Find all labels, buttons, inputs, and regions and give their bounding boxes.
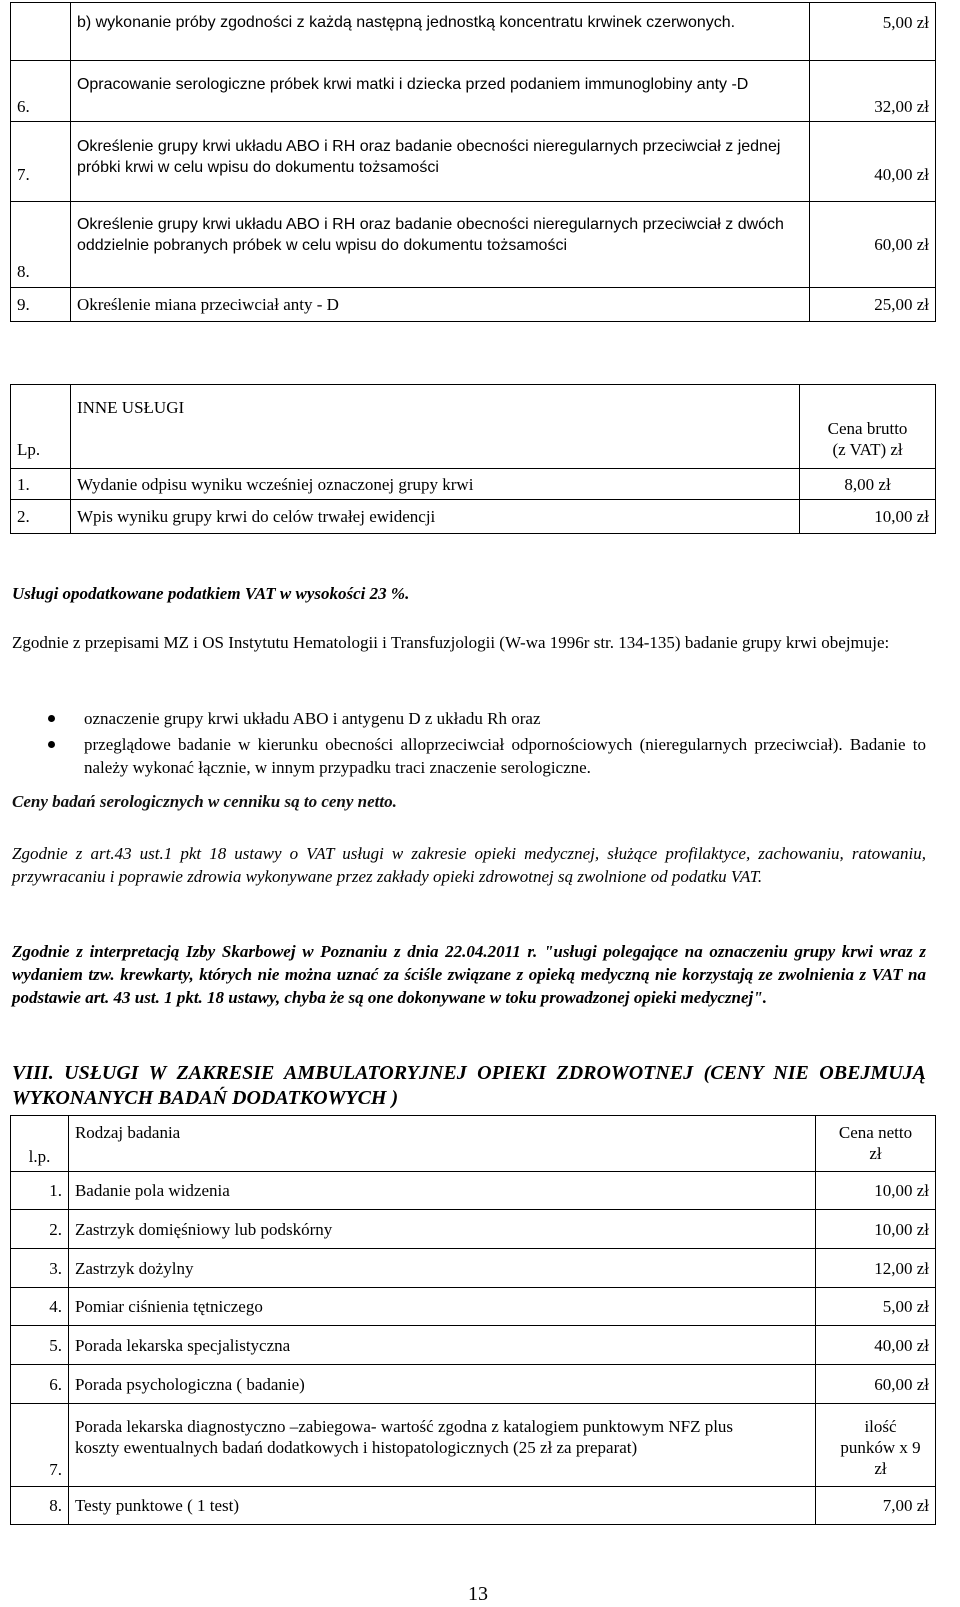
row-description: Opracowanie serologiczne próbek krwi matki i dziecka przed podaniem immunoglobiny anty -D xyxy=(70,61,809,122)
row-number: 8. xyxy=(11,1487,69,1525)
row-description: Porada lekarska specjalistyczna xyxy=(68,1326,815,1365)
table-row xyxy=(11,1404,936,1487)
vat-note: Usługi opodatkowane podatkiem VAT w wysokości 23 %. xyxy=(12,584,410,603)
column-header-no: Lp. xyxy=(11,385,71,469)
row-description: Badanie pola widzenia xyxy=(68,1172,815,1210)
row-number: 1. xyxy=(11,469,71,500)
row-description: Porada lekarska diagnostyczno –zabiegowa- wartość zgodna z katalogiem punktowym NFZ plus koszty ewentualnych badań dodatkowych i histopatologicznych (25 zł za preparat) xyxy=(68,1404,815,1487)
row-number: 1. xyxy=(11,1172,69,1210)
table-row xyxy=(11,1326,936,1365)
table-row xyxy=(11,61,936,122)
row-price: 40,00 zł xyxy=(810,122,936,202)
row-number: 9. xyxy=(11,288,71,322)
table-row xyxy=(11,1487,936,1525)
prices-net-note: Ceny badań serologicznych w cenniku są to ceny netto. xyxy=(12,792,397,811)
row-price: 12,00 zł xyxy=(816,1249,936,1288)
row-price: 25,00 zł xyxy=(810,288,936,322)
row-price: 60,00 zł xyxy=(810,202,936,288)
row-number: 8. xyxy=(11,202,71,288)
row-price: 10,00 zł xyxy=(816,1210,936,1249)
row-number: 5. xyxy=(11,1326,69,1365)
row-number: 3. xyxy=(11,1249,69,1288)
table-row xyxy=(11,1249,936,1288)
hematology-paragraph: Zgodnie z przepisami MZ i OS Instytutu Hematologii i Transfuzjologii (W-wa 1996r str. 134-135) badanie grupy krwi obejmuje: xyxy=(12,633,890,652)
table-row xyxy=(11,1288,936,1326)
bullet-icon xyxy=(48,741,55,748)
row-description: Określenie grupy krwi układu ABO i RH oraz badanie obecności nieregularnych przeciwciał z dwóch oddzielnie pobranych próbek w celu wpisu do dokumentu tożsamości xyxy=(70,202,809,288)
vat-exemption-paragraph: Zgodnie z art.43 ust.1 pkt 18 ustawy o VAT usługi w zakresie opieki medycznej, służące profilaktyce, zachowaniu, ratowaniu, przywracaniu i poprawie zdrowia wykonywane przez zakłady opieki zdrowotnej są zwolnione od podatku VAT. xyxy=(12,844,926,886)
column-header-title: Rodzaj badania xyxy=(68,1116,815,1172)
price-header-line1: Cena brutto xyxy=(827,419,908,438)
table-row xyxy=(11,469,936,500)
row-price: 40,00 zł xyxy=(816,1326,936,1365)
price-header-line1: Cena netto xyxy=(838,1123,913,1142)
serology-price-table xyxy=(10,2,936,322)
column-header-price xyxy=(816,1116,936,1172)
row-description: Określenie grupy krwi układu ABO i RH oraz badanie obecności nieregularnych przeciwciał z jednej próbki krwi w celu wpisu do dokumentu tożsamości xyxy=(70,122,809,202)
other-services-table xyxy=(10,384,936,534)
row-number: 6. xyxy=(11,1365,69,1404)
row-price: 10,00 zł xyxy=(800,500,936,534)
row-number: 7. xyxy=(11,1404,69,1487)
table-row xyxy=(11,3,936,61)
row-description: Wpis wyniku grupy krwi do celów trwałej ewidencji xyxy=(70,500,799,534)
row-description: Zastrzyk dożylny xyxy=(68,1249,815,1288)
section-heading: VIII. USŁUGI W ZAKRESIE AMBULATORYJNEJ OPIEKI ZDROWOTNEJ (CENY NIE OBEJMUJĄ WYKONANYCH BADAŃ DODATKOWYCH ) xyxy=(12,1062,926,1109)
ambulatory-services-table xyxy=(10,1115,936,1525)
row-description: Zastrzyk domięśniowy lub podskórny xyxy=(68,1210,815,1249)
table-row xyxy=(11,288,936,322)
column-header-price xyxy=(800,385,936,469)
row-number: 4. xyxy=(11,1288,69,1326)
table-header-row xyxy=(11,1116,936,1172)
row-price: 10,00 zł xyxy=(816,1172,936,1210)
row-description: Testy punktowe ( 1 test) xyxy=(68,1487,815,1525)
row-number: 6. xyxy=(11,61,71,122)
row-description: b) wykonanie próby zgodności z każdą następną jednostką koncentratu krwinek czerwonych. xyxy=(70,3,809,61)
row-description: Porada psychologiczna ( badanie) xyxy=(68,1365,815,1404)
row-description: Określenie miana przeciwciał anty - D xyxy=(70,288,809,322)
row-price: 7,00 zł xyxy=(816,1487,936,1525)
table-row xyxy=(11,202,936,288)
table-row xyxy=(11,500,936,534)
table-row xyxy=(11,1365,936,1404)
row-number: 2. xyxy=(11,500,71,534)
column-header-title: INNE USŁUGI xyxy=(70,385,799,469)
row-price: 8,00 zł xyxy=(800,469,936,500)
row-number: 2. xyxy=(11,1210,69,1249)
row-price: 32,00 zł xyxy=(810,61,936,122)
row-price: 5,00 zł xyxy=(816,1288,936,1326)
page-number: 13 xyxy=(468,1583,488,1605)
row-number: 7. xyxy=(11,122,71,202)
table-row xyxy=(11,1172,936,1210)
row-number xyxy=(11,3,71,61)
bullet-icon xyxy=(48,715,55,722)
bullet-item: oznaczenie grupy krwi układu ABO i antygenu D z układu Rh oraz xyxy=(84,709,541,728)
table-row xyxy=(11,1210,936,1249)
column-header-no: l.p. xyxy=(11,1116,69,1172)
bullet-item: przeglądowe badanie w kierunku obecności alloprzeciwciał odpornościowych (nieregularnych przeciwciał). Badanie to należy wykonać łącznie, w innym przypadku traci znaczenie serologiczne. xyxy=(84,735,926,777)
row-price: 5,00 zł xyxy=(810,3,936,61)
row-price: ilość punków x 9 zł xyxy=(816,1404,936,1487)
tax-interpretation-paragraph: Zgodnie z interpretacją Izby Skarbowej w Poznaniu z dnia 22.04.2011 r. "usługi polegające na oznaczeniu grupy krwi wraz z wydaniem tzw. krewkarty, których nie można uznać za ściśle związane z opieką medyczną nie korzystają ze zwolnienia z VAT na podstawie art. 43 ust. 1 pkt. 18 ustawy, chyba że są one dokonywane w toku prowadzonej opieki medycznej". xyxy=(12,942,926,1007)
price-header-line2: (z VAT) zł xyxy=(832,440,903,459)
row-price: 60,00 zł xyxy=(816,1365,936,1404)
price-header-line2: zł xyxy=(869,1144,882,1163)
table-row xyxy=(11,122,936,202)
row-description: Wydanie odpisu wyniku wcześniej oznaczonej grupy krwi xyxy=(70,469,799,500)
row-description: Pomiar ciśnienia tętniczego xyxy=(68,1288,815,1326)
table-header-row xyxy=(11,385,936,469)
